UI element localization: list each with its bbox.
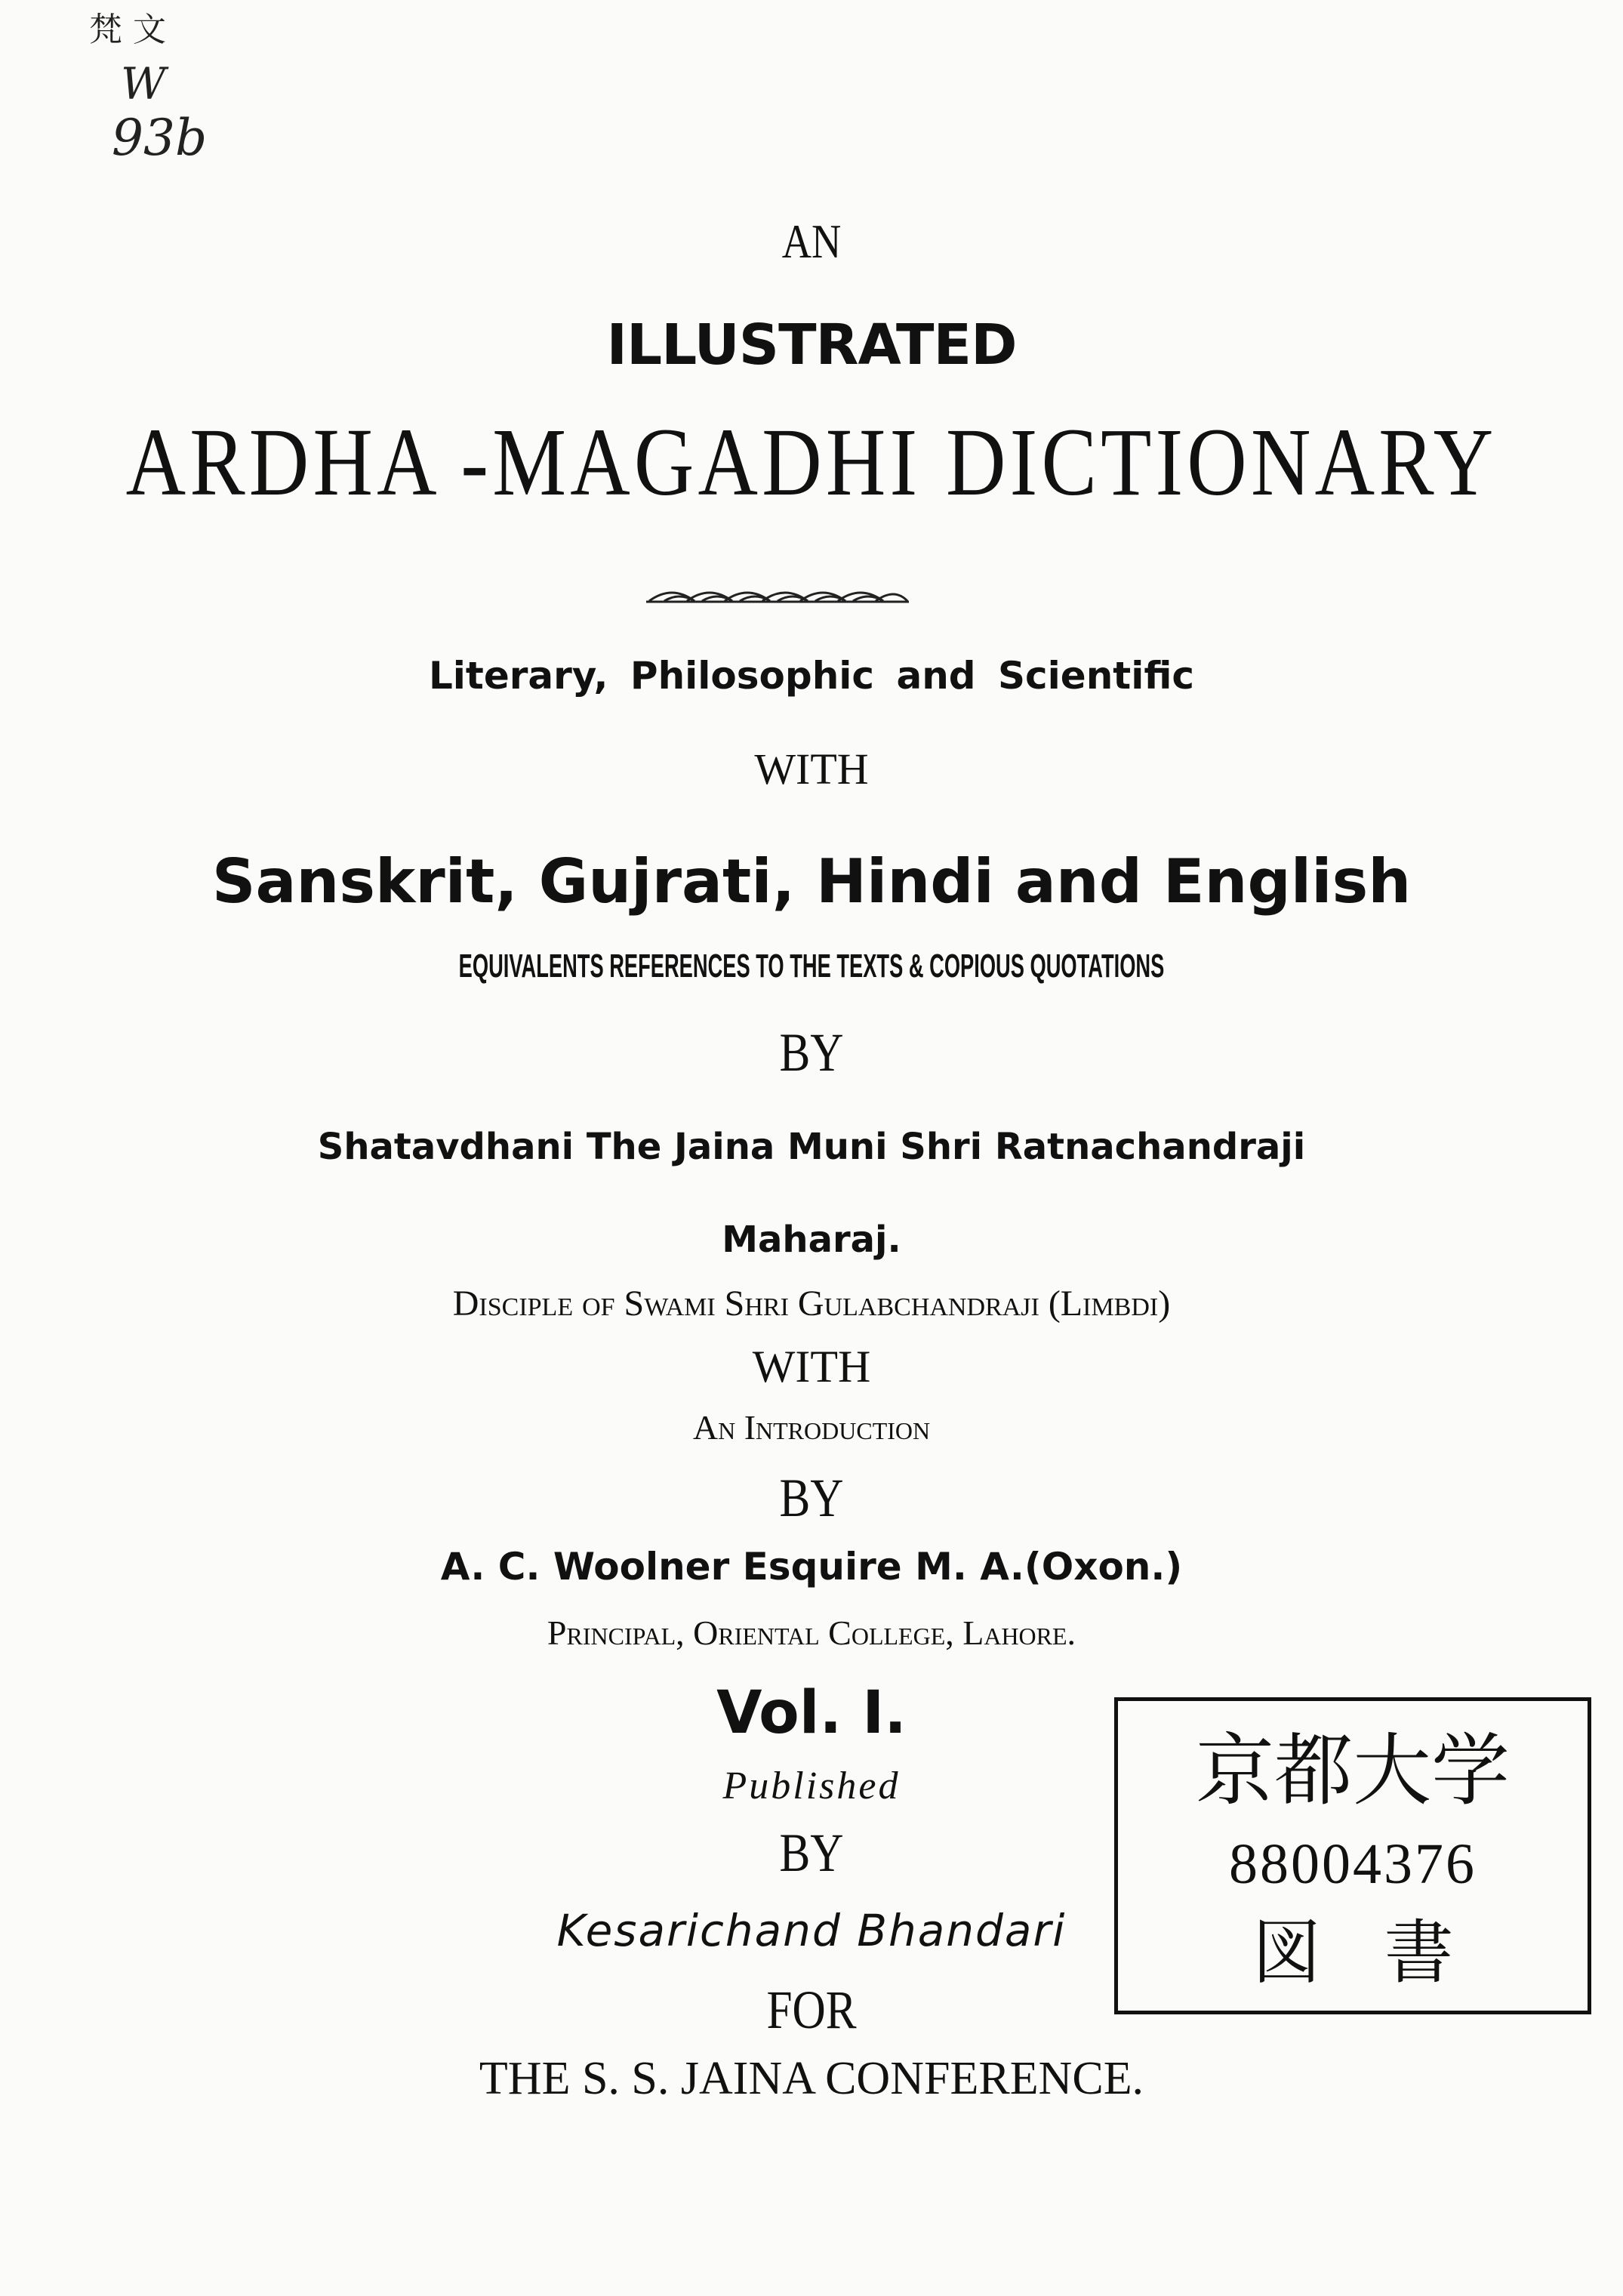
introduction-author-title: Principal, Oriental College, Lahore. bbox=[547, 1613, 1076, 1652]
published-label: Published bbox=[722, 1764, 901, 1808]
introduction-label: An Introduction bbox=[692, 1408, 931, 1447]
ornament-icon bbox=[642, 581, 913, 606]
handwritten-call-letter: W bbox=[121, 58, 166, 109]
publisher-name: Kesarichand Bhandari bbox=[556, 1905, 1067, 1956]
languages-line: Sanskrit, Gujrati, Hindi and English bbox=[211, 846, 1412, 917]
title-illustrated: ILLUSTRATED bbox=[606, 313, 1017, 378]
main-title: ARDHA -MAGADHI DICTIONARY bbox=[125, 408, 1498, 516]
library-stamp bbox=[1114, 1697, 1591, 2014]
by-connector-3: BY bbox=[779, 1823, 844, 1883]
conference-name: THE S. S. JAINA CONFERENCE. bbox=[479, 2053, 1144, 2104]
author-name: Shatavdhani The Jaina Muni Shri Ratnachandraji bbox=[317, 1126, 1306, 1168]
with-connector-1: WITH bbox=[754, 744, 869, 794]
handwritten-call-number: 93b bbox=[112, 109, 208, 167]
volume-number: Vol. I. bbox=[716, 1679, 907, 1747]
stamp-label: 図 書 bbox=[1252, 1915, 1454, 1992]
stamp-institution: 京都大学 bbox=[1195, 1728, 1510, 1815]
stamp-accession-number: 88004376 bbox=[1229, 1832, 1477, 1896]
title-article: AN bbox=[781, 214, 842, 268]
by-connector-1: BY bbox=[779, 1022, 844, 1083]
introduction-author: A. C. Woolner Esquire M. A.(Oxon.) bbox=[440, 1545, 1183, 1589]
with-connector-2: WITH bbox=[752, 1342, 871, 1391]
ornament-divider bbox=[642, 581, 913, 606]
author-affiliation: Disciple of Swami Shri Gulabchandraji (Limbdi) bbox=[452, 1284, 1171, 1324]
author-honorific: Maharaj. bbox=[722, 1219, 901, 1261]
equivalents-line: EQUIVALENTS REFERENCES TO THE TEXTS & COPIOUS QUOTATIONS bbox=[458, 948, 1165, 985]
subtitle: Literary, Philosophic and Scientific bbox=[428, 654, 1195, 698]
by-connector-2: BY bbox=[779, 1468, 844, 1528]
for-connector: FOR bbox=[766, 1980, 857, 2040]
handwritten-script-label: 梵 文 bbox=[89, 11, 166, 49]
